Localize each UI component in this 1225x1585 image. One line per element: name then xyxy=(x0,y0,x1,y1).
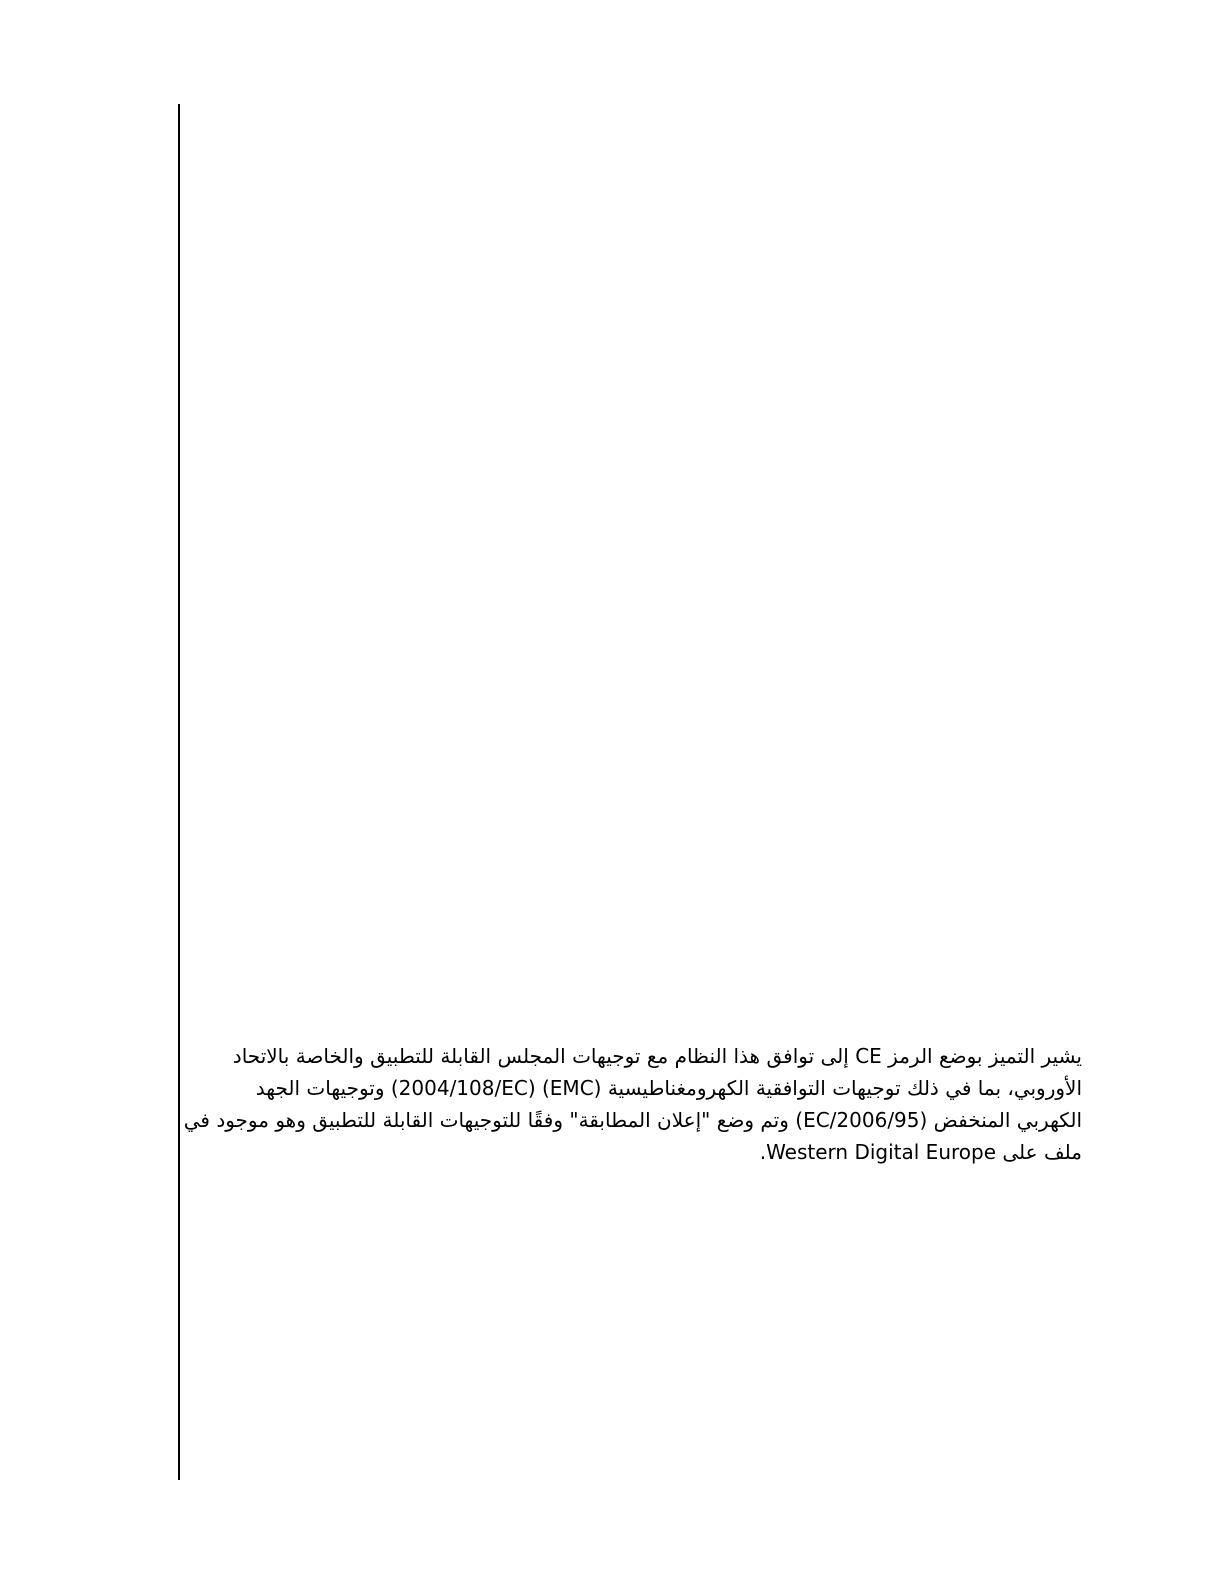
page-margin-rule xyxy=(178,104,180,1480)
ce-paragraph-line-2: الأوروبي، بما في ذلك توجيهات التوافقية الكهرومغناطيسية (EMC) (2004/108/EC) وتوجيهات الجهد xyxy=(255,1076,1082,1100)
ce-paragraph-line-4: ملف على Western Digital Europe. xyxy=(759,1140,1082,1164)
ce-paragraph-line-1: يشير التميز بوضع الرمز CE إلى توافق هذا النظام مع توجيهات المجلس القابلة للتطبيق والخاصة بالاتحاد xyxy=(232,1044,1082,1068)
ce-paragraph-line-3: الكهربي المنخفض (2006/95/EC) وتم وضع "إعلان المطابقة" وفقًا للتوجيهات القابلة للتطبيق وهو موجود في xyxy=(183,1108,1082,1132)
ce-compliance-paragraph xyxy=(183,1040,1082,1168)
